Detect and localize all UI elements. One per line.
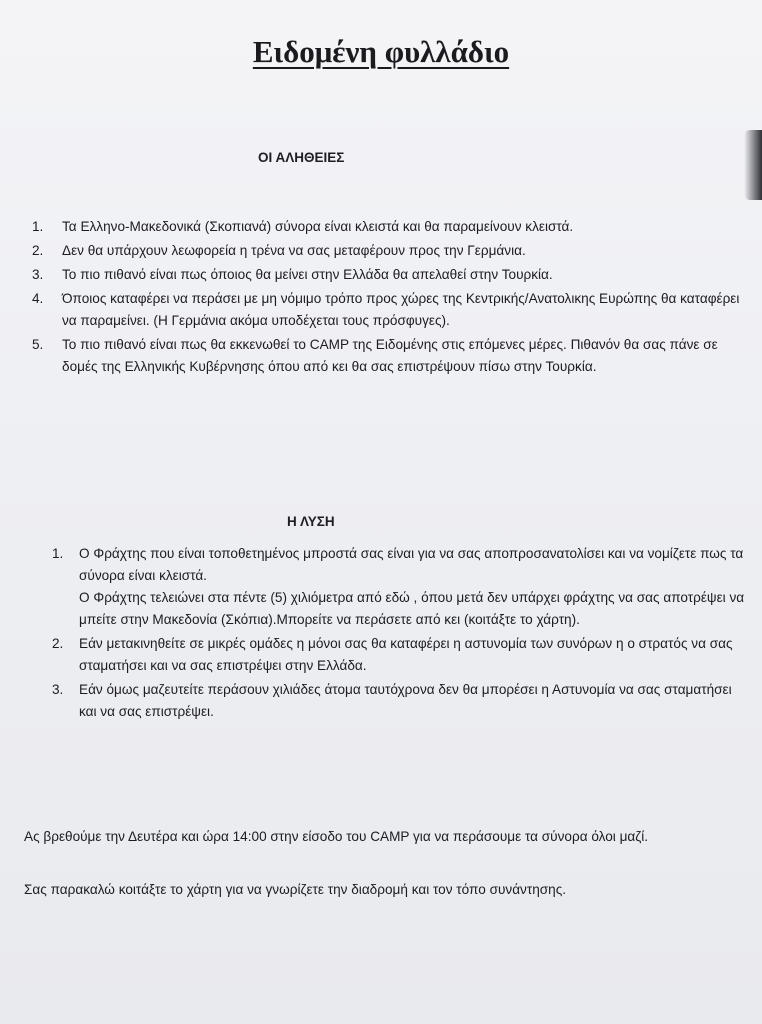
item-number: 2. bbox=[52, 636, 64, 651]
item-number: 2. bbox=[32, 243, 44, 258]
item-text: Εάν όμως μαζευτείτε περάσουν χιλιάδες άτομα ταυτόχρονα δεν θα μπορέσει η Αστυνομία να σας σταματήσει και να σας επιστρέψει. bbox=[79, 682, 732, 719]
item-text: Όποιος καταφέρει να περάσει με μη νόμιμο τρόπο προς χώρες της Κεντρικής/Ανατολικης Ευρώπης θα καταφέρει να παραμείνει. (Η Γερμάνια ακόμα υποδέχεται τους πρόσφυγες). bbox=[62, 291, 740, 328]
meeting-paragraph: Ας βρεθούμε την Δευτέρα και ώρα 14:00 στην είσοδο του CAMP για να περάσουμε τα σύνορα όλοι μαζί. bbox=[24, 829, 649, 844]
solution-item bbox=[52, 543, 752, 631]
item-number: 1. bbox=[32, 219, 44, 234]
solution-item bbox=[52, 633, 752, 677]
item-text: Το πιο πιθανό είναι πως όποιος θα μείνει στην Ελλάδα θα απελαθεί στην Τουρκία. bbox=[62, 267, 553, 282]
item-note: Ο Φράχτης τελειώνει στα πέντε (5) χιλιόμετρα από εδώ , όπου μετά δεν υπάρχει φράχτης να σας αποτρέψει να μπείτε στην Μακεδονία (Σκόπια).Μπορείτε να περάσετε από κει (κοιτάξτε το χάρτη). bbox=[79, 590, 745, 627]
truths-list bbox=[32, 216, 747, 380]
truths-item bbox=[32, 216, 747, 238]
item-number: 3. bbox=[52, 682, 64, 697]
item-text: Δεν θα υπάρχουν λεωφορεία η τρένα να σας μεταφέρουν προς την Γερμάνια. bbox=[62, 243, 526, 258]
item-number: 1. bbox=[52, 546, 64, 561]
item-number: 4. bbox=[32, 291, 44, 306]
truths-item bbox=[32, 240, 747, 262]
map-note-paragraph: Σας παρακαλώ κοιτάξτε το χάρτη για να γνωρίζετε την διαδρομή και τον τόπο συνάντησης. bbox=[24, 882, 567, 897]
item-text: Εάν μετακινηθείτε σε μικρές ομάδες η μόνοι σας θα καταφέρει η αστυνομία των συνόρων η ο στρατός να σας σταματήσει και να σας επιστρέψει στην Ελλάδα. bbox=[79, 636, 733, 673]
item-text: Το πιο πιθανό είναι πως θα εκκενωθεί το CAMP της Ειδομένης στις επόμενες μέρες. Πιθανόν θα σας πάνε σε δομές της Ελληνικής Κυβέρνησης όπου από κει θα σας επιστρέψουν πίσω στην Τουρκία. bbox=[62, 337, 718, 374]
item-text: Τα Ελληνο-Μακεδονικά (Σκοπιανά) σύνορα είναι κλειστά και θα παραμείνουν κλειστά. bbox=[62, 219, 574, 234]
solution-list bbox=[52, 543, 752, 725]
truths-heading: ΟΙ ΑΛΗΘΕΙΕΣ bbox=[258, 150, 345, 165]
item-number: 5. bbox=[32, 337, 44, 352]
truths-item bbox=[32, 334, 747, 378]
flyer-title: Ειδομένη φυλλάδιο bbox=[252, 34, 510, 69]
item-text: Ο Φράχτης που είναι τοποθετημένος μπροστά σας είναι για να σας αποπροσανατολίσει και να νομίζετε πως τα σύνορα είναι κλειστά. bbox=[79, 546, 744, 583]
item-number: 3. bbox=[32, 267, 44, 282]
solution-heading: Η ΛΥΣΗ bbox=[287, 514, 335, 529]
page-edge-shadow bbox=[744, 130, 762, 200]
truths-item bbox=[32, 288, 747, 332]
truths-item bbox=[32, 264, 747, 286]
solution-item bbox=[52, 679, 752, 723]
